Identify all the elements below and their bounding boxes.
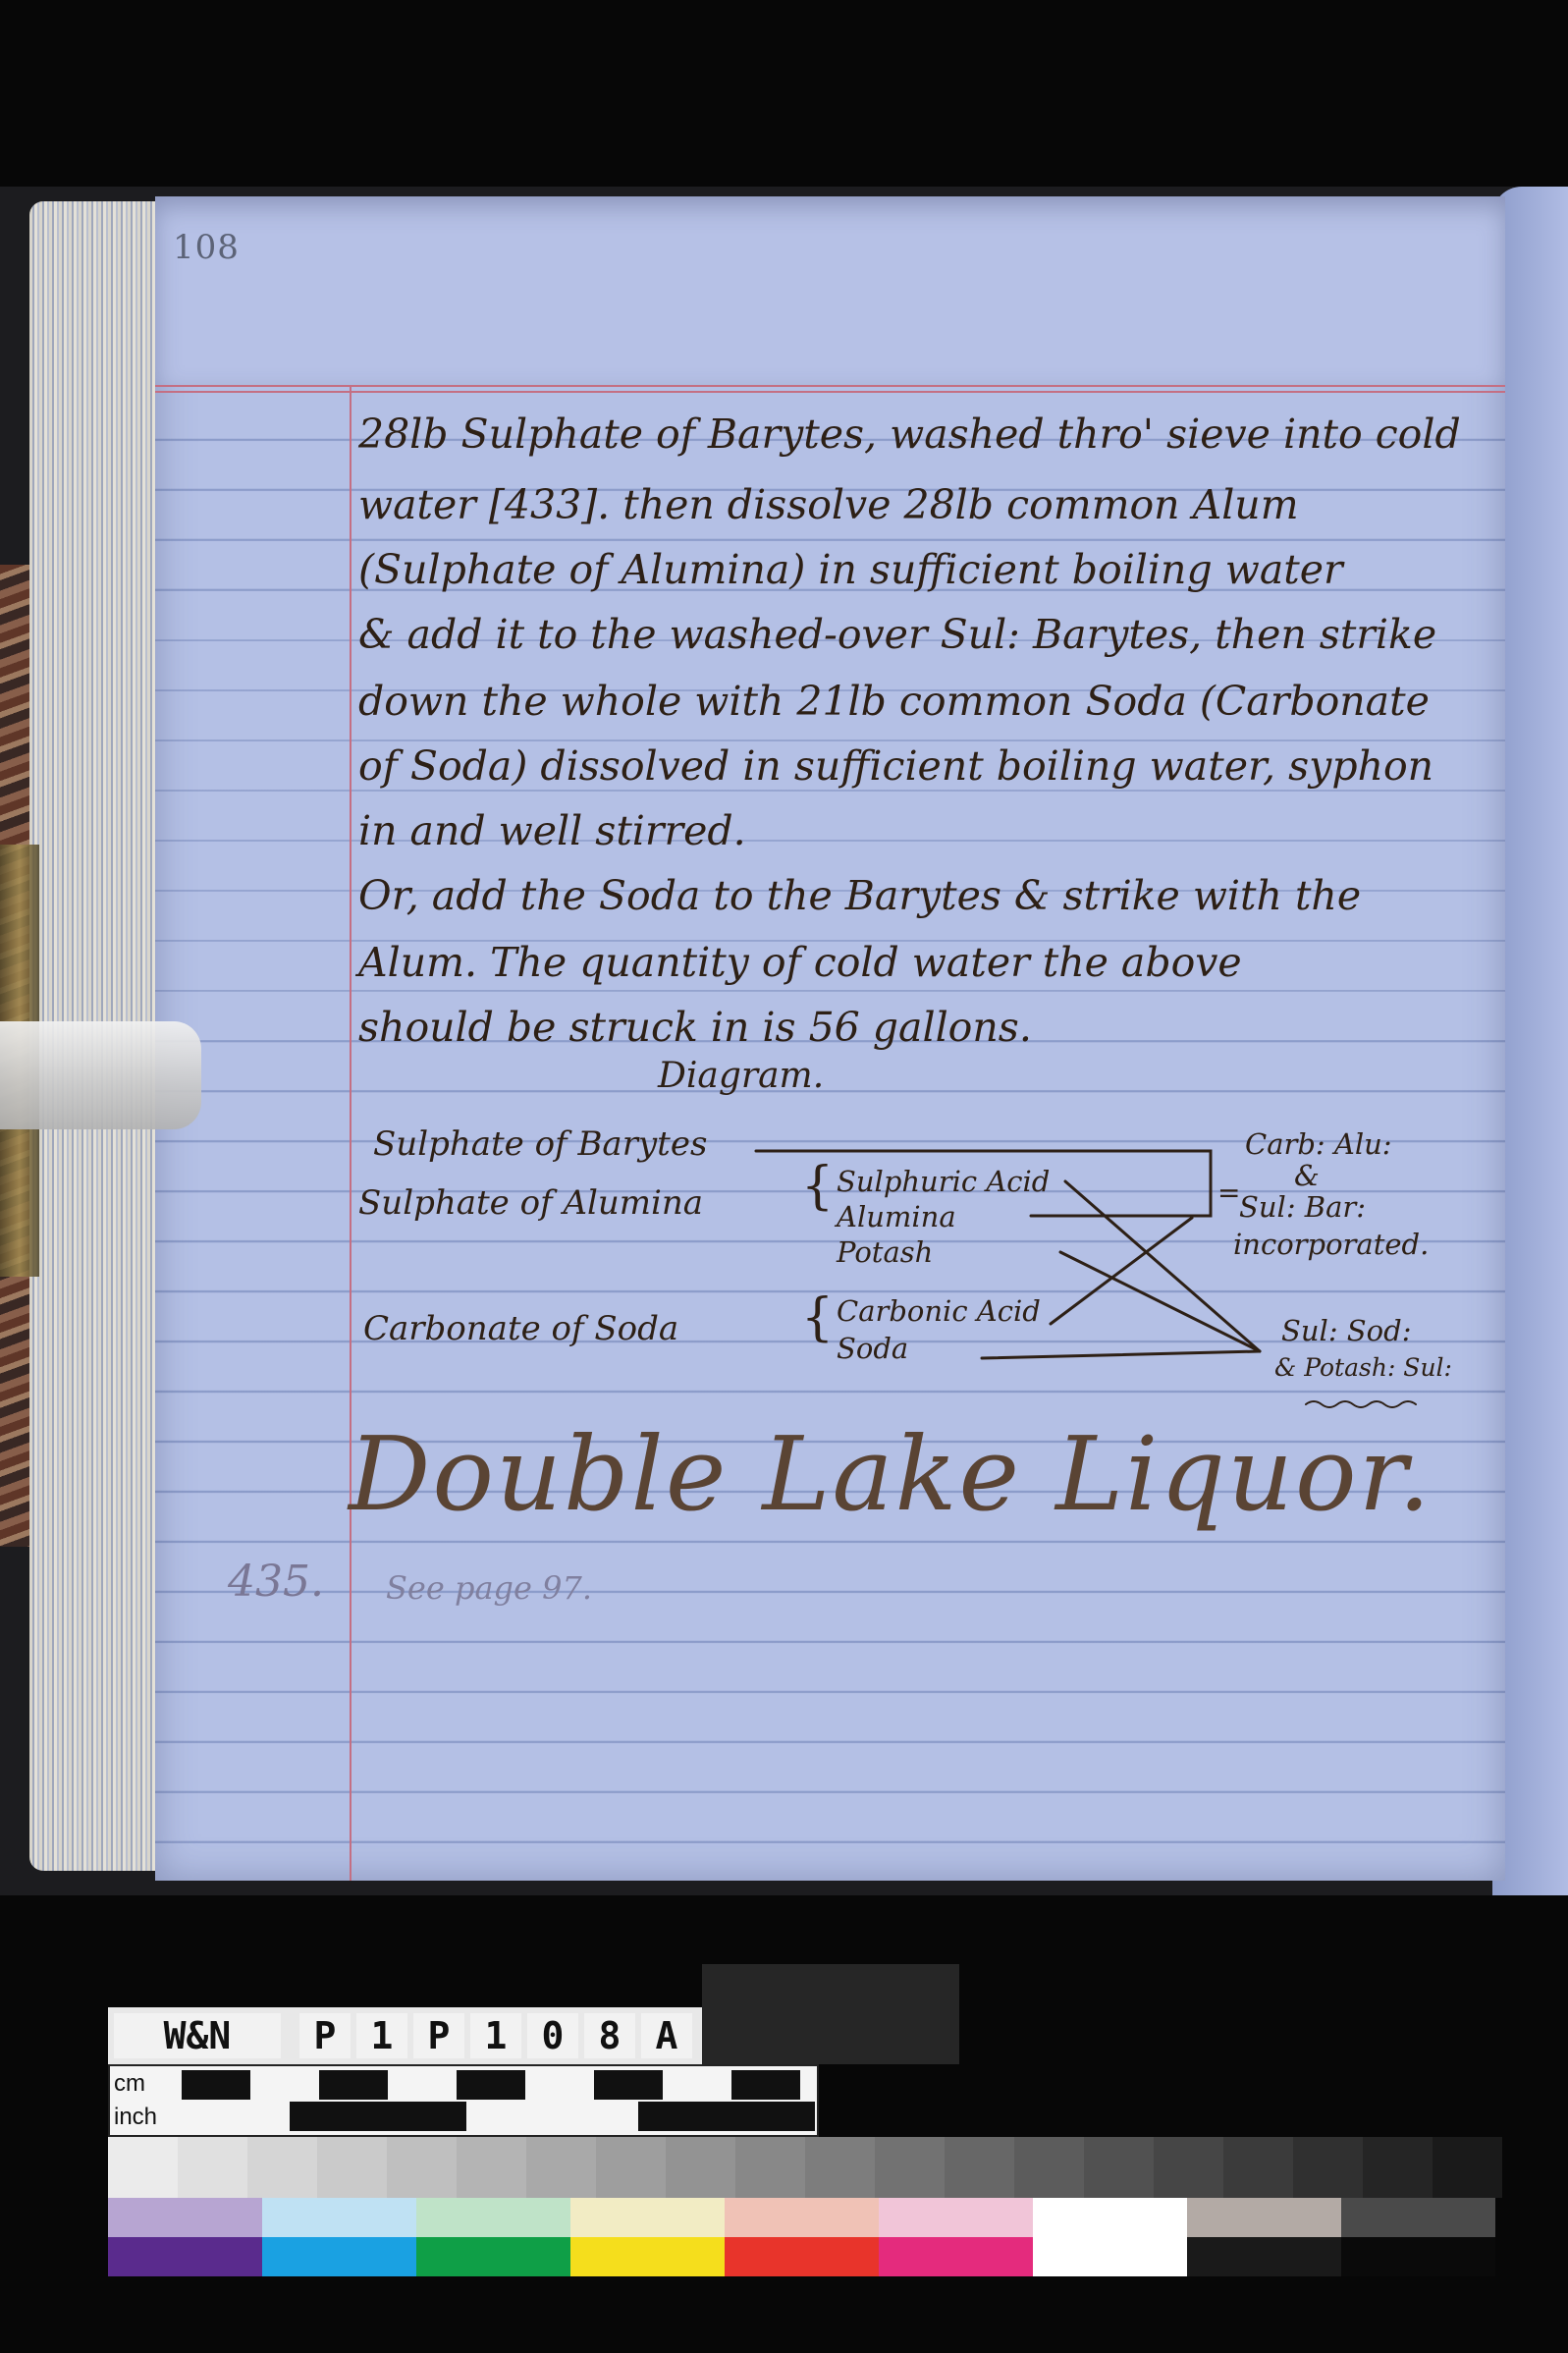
diagram-left-soda: Carbonate of Soda [363,1309,679,1348]
target-label: W&N [114,2013,281,2058]
diagram-left-barytes: Sulphate of Barytes [373,1124,708,1164]
color-swatch [570,2237,725,2276]
color-swatch [725,2237,879,2276]
brace-icon: { [801,1157,835,1216]
color-swatch [725,2198,879,2237]
gray-patch [1433,2137,1502,2198]
target-cell: 0 [527,2013,578,2058]
color-swatch [416,2237,570,2276]
gray-patch [108,2137,179,2198]
gray-patch [1223,2137,1294,2198]
recipe-line: in and well stirred. [358,807,746,854]
gray-patch [387,2137,458,2198]
diagram-title: Diagram. [658,1056,825,1096]
scale-block [457,2070,525,2100]
gray-patch [1293,2137,1364,2198]
color-swatch [879,2198,1033,2237]
color-swatch [108,2198,262,2237]
entry-reference: See page 97. [386,1569,593,1607]
color-swatch [1033,2198,1187,2237]
diagram-left-alumina: Sulphate of Alumina [358,1183,704,1223]
recipe-line: (Sulphate of Alumina) in sufficient boiling water [358,546,1343,593]
color-swatch [262,2198,416,2237]
gray-patch [805,2137,876,2198]
scale-block [731,2070,800,2100]
section-title: Double Lake Liquor. [349,1414,1433,1534]
diagram-sulphuric-acid: Sulphuric Acid [837,1165,1051,1198]
target-cell: 8 [584,2013,635,2058]
gray-patch [596,2137,667,2198]
gray-patch [526,2137,597,2198]
diagram-result-line: Sul: Sod: [1281,1314,1412,1347]
recipe-line: water [433]. then dissolve 28lb common Alum [358,481,1299,528]
gray-patch [1084,2137,1155,2198]
diagram-potash: Potash [837,1235,934,1269]
diagram-result-line: & [1294,1159,1320,1192]
target-cell: P [413,2013,464,2058]
color-swatch [1187,2237,1341,2276]
target-cell: 1 [470,2013,521,2058]
scale-block [594,2070,663,2100]
recipe-line: Or, add the Soda to the Barytes & strike with the [358,872,1362,919]
diagram-result-line: incorporated. [1233,1228,1430,1261]
diagram-soda: Soda [837,1332,909,1365]
color-swatch [108,2237,262,2276]
gray-patch [247,2137,318,2198]
scale-block [319,2070,388,2100]
color-swatch [262,2237,416,2276]
color-swatch [570,2198,725,2237]
target-cell: P [299,2013,351,2058]
acid-to-soda-line [1065,1181,1260,1351]
target-cell: 1 [356,2013,407,2058]
gray-patch [457,2137,527,2198]
recipe-line: 28lb Sulphate of Barytes, washed thro' sieve into cold [358,410,1461,458]
gray-patch [1014,2137,1085,2198]
color-swatch [1033,2237,1187,2276]
diagram-equals: = [1217,1176,1241,1209]
recipe-line: of Soda) dissolved in sufficient boiling water, syphon [358,742,1434,790]
scale-cm-label: cm [114,2070,145,2097]
diagram-carbonic-acid: Carbonic Acid [837,1294,1041,1328]
color-swatch [1341,2237,1495,2276]
diagram-alumina: Alumina [837,1200,956,1233]
brace-icon: { [801,1288,835,1347]
gray-patch [666,2137,736,2198]
gray-patch [1154,2137,1224,2198]
scale-block [290,2102,466,2131]
grayscale-ramp [108,2137,1502,2198]
color-swatch [879,2237,1033,2276]
underline-flourish [1306,1401,1416,1407]
recipe-line: down the whole with 21lb common Soda (Carbonate [358,678,1430,725]
scale-block [182,2070,250,2100]
gray-patch [1363,2137,1433,2198]
scale-block [638,2102,815,2131]
color-swatch [1341,2198,1495,2237]
diagram-result-line: Sul: Bar: [1239,1190,1367,1224]
gray-patch [875,2137,946,2198]
entry-number: 435. [228,1557,324,1607]
diagram-result-line: Carb: Alu: [1245,1127,1392,1161]
target-cell: A [641,2013,692,2058]
diagram-result-line: & Potash: Sul: [1274,1353,1452,1382]
recipe-line: & add it to the washed-over Sul: Barytes, then strike [358,611,1437,658]
color-swatch [416,2198,570,2237]
barytes-connector [756,1151,1211,1216]
soda-line [982,1351,1260,1358]
page-number: 108 [173,228,240,267]
gray-patch [178,2137,248,2198]
target-dark-block [702,1964,959,2064]
scale-inch-label: inch [114,2104,158,2130]
gray-patch [945,2137,1015,2198]
potash-line [1060,1252,1260,1351]
recipe-line: Alum. The quantity of cold water the above [358,939,1242,986]
gray-patch [317,2137,388,2198]
recipe-line: should be struck in is 56 gallons. [358,1004,1032,1051]
gray-patch [735,2137,806,2198]
color-swatch [1187,2198,1341,2237]
